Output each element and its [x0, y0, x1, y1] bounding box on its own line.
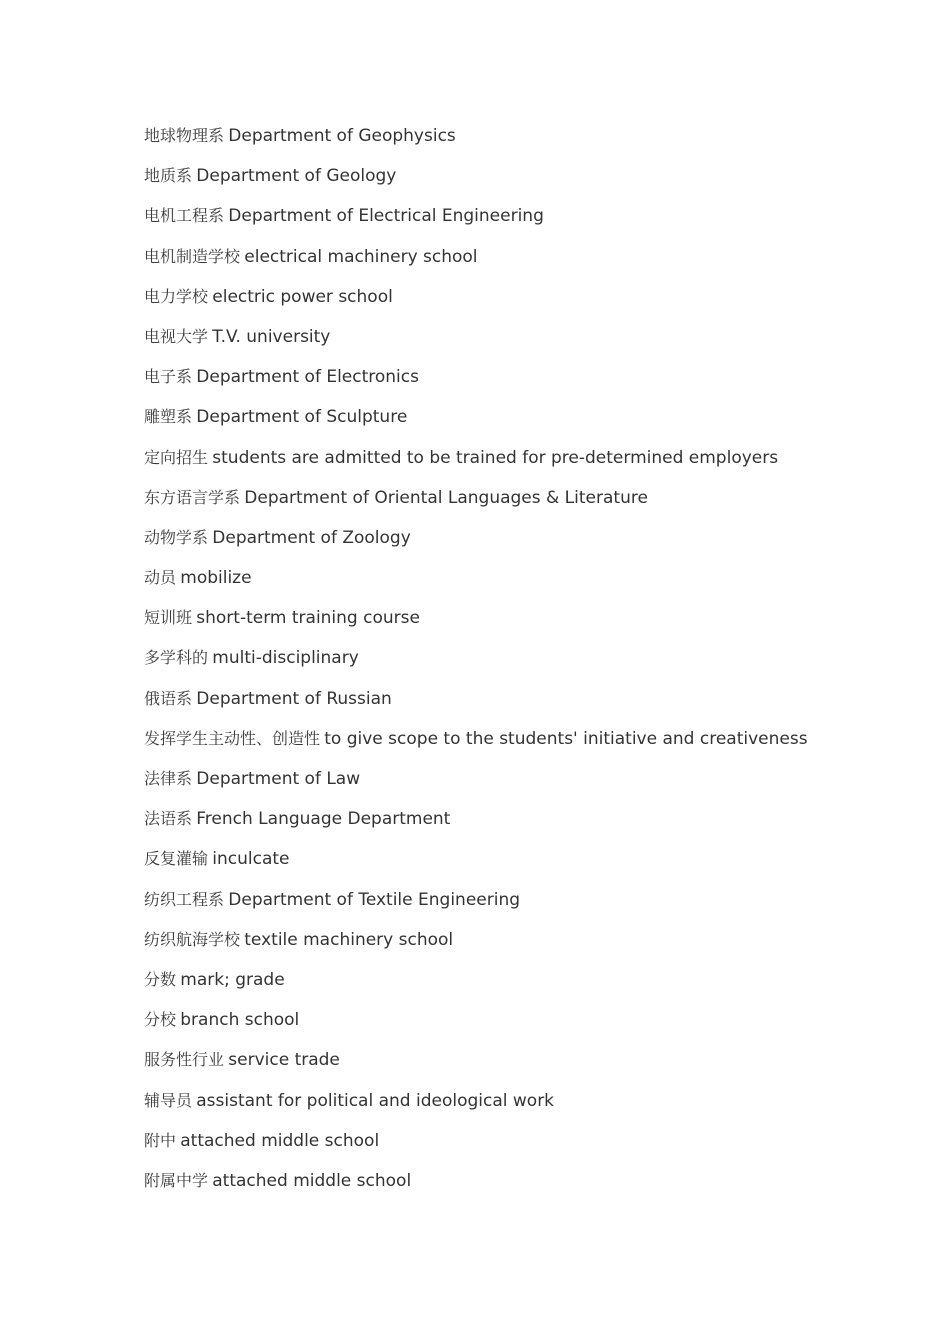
glossary-entry	[144, 164, 904, 204]
english-term: attached middle school	[212, 1170, 412, 1191]
english-term: Department of Electrical Engineering	[228, 206, 544, 227]
english-term: mobilize	[180, 568, 252, 589]
english-term: electrical machinery school	[244, 246, 478, 267]
chinese-term: 分校	[144, 1010, 177, 1030]
chinese-term: 雕塑系	[144, 407, 193, 427]
english-term: Department of Geophysics	[228, 126, 456, 146]
glossary-entry	[144, 807, 904, 847]
chinese-term: 附中	[144, 1130, 177, 1150]
glossary-entry	[144, 646, 904, 686]
glossary-entry	[144, 1129, 904, 1169]
english-term: service trade	[228, 1050, 340, 1071]
english-term: assistant for political and ideological work	[196, 1090, 555, 1111]
glossary-entry	[144, 727, 904, 767]
english-term: Department of Oriental Languages & Literature	[244, 487, 648, 508]
english-term: attached middle school	[180, 1130, 380, 1151]
english-term: Department of Russian	[196, 688, 392, 709]
chinese-term: 纺织航海学校	[144, 929, 241, 949]
glossary-entry	[144, 888, 904, 928]
english-term: electric power school	[212, 286, 393, 307]
glossary-entry	[144, 405, 904, 445]
english-term: to give scope to the students' initiative and creativeness	[324, 728, 808, 749]
chinese-term: 多学科的	[144, 648, 209, 668]
chinese-term: 电机制造学校	[144, 246, 241, 266]
english-term: French Language Department	[196, 809, 451, 830]
english-term: branch school	[180, 1010, 300, 1031]
glossary-entry	[144, 928, 904, 968]
english-term: Department of Law	[196, 769, 361, 789]
chinese-term: 东方语言学系	[144, 487, 241, 507]
glossary-entry	[144, 124, 904, 164]
glossary-entry	[144, 1169, 904, 1209]
chinese-term: 附属中学	[144, 1170, 209, 1190]
english-term: Department of Sculpture	[196, 407, 408, 428]
chinese-term: 俄语系	[144, 688, 193, 708]
glossary-entry	[144, 285, 904, 325]
english-term: multi-disciplinary	[212, 648, 359, 669]
chinese-term: 辅导员	[144, 1090, 193, 1110]
glossary-entry	[144, 526, 904, 566]
chinese-term: 动物学系	[144, 527, 209, 547]
glossary-entry	[144, 245, 904, 285]
chinese-term: 地质系	[144, 166, 193, 186]
english-term: Department of Geology	[196, 166, 397, 187]
english-term: textile machinery school	[244, 929, 454, 950]
glossary-list	[144, 124, 904, 1209]
english-term: T.V. university	[212, 326, 331, 347]
glossary-entry	[144, 204, 904, 244]
english-term: Department of Textile Engineering	[228, 889, 521, 910]
glossary-entry	[144, 446, 904, 486]
chinese-term: 反复灌输	[144, 849, 209, 869]
chinese-term: 定向招生	[144, 447, 209, 467]
glossary-entry	[144, 767, 904, 807]
english-term: Department of Zoology	[212, 527, 411, 548]
glossary-entry	[144, 1089, 904, 1129]
chinese-term: 动员	[144, 568, 177, 588]
chinese-term: 电子系	[144, 367, 193, 387]
glossary-entry	[144, 365, 904, 405]
glossary-entry	[144, 687, 904, 727]
chinese-term: 法语系	[144, 809, 193, 829]
glossary-entry	[144, 566, 904, 606]
glossary-entry	[144, 1008, 904, 1048]
glossary-entry	[144, 847, 904, 887]
chinese-term: 法律系	[144, 769, 193, 788]
chinese-term: 服务性行业	[144, 1050, 225, 1070]
chinese-term: 电机工程系	[144, 206, 225, 226]
glossary-entry	[144, 486, 904, 526]
chinese-term: 短训班	[144, 608, 193, 628]
chinese-term: 分数	[144, 969, 177, 989]
glossary-entry	[144, 968, 904, 1008]
english-term: inculcate	[212, 849, 290, 870]
chinese-term: 电视大学	[144, 326, 209, 346]
english-term: Department of Electronics	[196, 367, 419, 388]
glossary-entry	[144, 606, 904, 646]
chinese-term: 纺织工程系	[144, 889, 225, 909]
chinese-term: 地球物理系	[144, 126, 225, 145]
english-term: mark; grade	[180, 969, 285, 990]
english-term: students are admitted to be trained for pre-determined employers	[212, 447, 779, 468]
chinese-term: 电力学校	[144, 286, 209, 306]
chinese-term: 发挥学生主动性、创造性	[144, 728, 321, 748]
glossary-entry	[144, 325, 904, 365]
glossary-entry	[144, 1048, 904, 1088]
english-term: short-term training course	[196, 608, 420, 629]
